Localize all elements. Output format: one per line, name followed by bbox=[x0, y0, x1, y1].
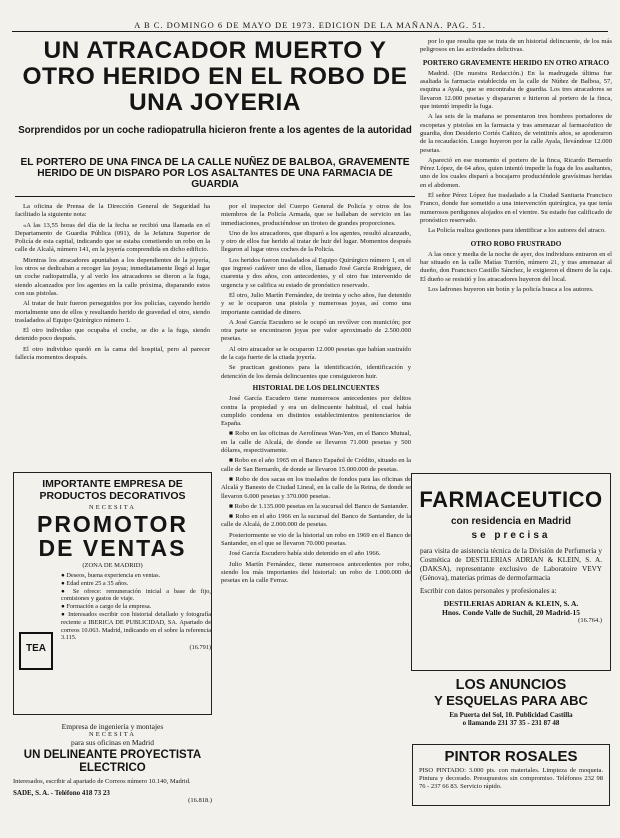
page-header: A B C. DOMINGO 6 DE MAYO DE 1973. EDICION DE LA MAÑANA. PAG. 51. bbox=[134, 20, 486, 30]
paragraph: Julio Martín Fernández, tiene numerosos antecedentes por robo, siendo los más importantes del historial: un robo de 1.000.000 de pesetas en la calle Ferraz. bbox=[221, 560, 411, 585]
ad-title-line2: DE VENTAS bbox=[38, 535, 187, 561]
paragraph: La Policía realiza gestiones para identificar a los autores del atraco. bbox=[428, 227, 606, 235]
ad2-line1: Empresa de ingeniería y montajes bbox=[61, 722, 164, 731]
article-col3 bbox=[420, 38, 612, 458]
ad-pintor-rosales bbox=[412, 744, 610, 806]
deck: Sorprendidos por un coche radiopatrulla hicieron frente a los agentes de la autoridad bbox=[18, 125, 412, 136]
paragraph: Mientras los atracadores apuntaban a los dependientes de la joyería, los otros se dedicaban a recoger las joyas; inmediatamente llegó al lugar un coche radiopatrulla, y al verlo los atracadores se dieron a la fuga, siendo alcanzados por los agentes en la calle próxima, disparando estos con sus pistolas. bbox=[15, 256, 210, 297]
ad-necesita: NECESITA bbox=[89, 504, 136, 511]
subdeck: EL PORTERO DE UNA FINCA DE LA CALLE NUÑEZ DE BALBOA, GRAVEMENTE HERIDO DE UN DISPARO POR LOS ASALTANTES DE UNA FARMACIA DE GUARDIA bbox=[20, 157, 410, 190]
ad-bullet: ● Edad entre 25 a 35 años. bbox=[61, 579, 129, 587]
paragraph: Posteriormente se vio de la historial un robo en 1969 en el Banco de Santander, en el que se llevaron 70.000 pesetas. bbox=[221, 531, 411, 547]
anuncios-body1: En Puerta del Sol, 10. Publicidad Castilla bbox=[449, 711, 573, 719]
ad2-title: UN DELINEANTE PROYECTISTA ELECTRICO bbox=[23, 749, 202, 774]
paragraph: A las seis de la mañana se presentaron tres hombres portadores de escopetas y pistolas en la farmacia y tras amenazar al farmacéutico de guardia, don Desiderio Cortés Cañizo, de veintitrés años, se apoderaron de la recaudación. Luego huyeron por la calle Ayala, llevándose 12.000 pesetas. bbox=[420, 113, 612, 154]
historial-title: HISTORIAL DE LOS DELINCUENTES bbox=[252, 383, 380, 392]
farm-company: DESTILERIAS ADRIAN & KLEIN, S. A. bbox=[443, 599, 579, 608]
ad-promotor-ventas bbox=[13, 472, 212, 715]
paragraph: ■ Robo de 1.135.000 pesetas en la sucursal del Banco de Santander. bbox=[229, 502, 409, 510]
paragraph: El otro individuo quedó en la cama del hospital, pero al parecer fallecía momentos después. bbox=[15, 345, 210, 362]
ad-bullet: ● Se ofrece: remuneración inicial a base de fijo, comisiones y gastos de viaje. bbox=[61, 587, 211, 603]
ad2-necesita: NECESITA bbox=[89, 731, 136, 738]
main-headline: UN ATRACADOR MUERTO Y OTRO HERIDO EN EL ROBO DE UNA JOYERIA bbox=[22, 37, 408, 116]
paragraph: Madrid. (De nuestra Redacción.) En la madrugada última fue asaltada la farmacia establecida en la calle de Núñez de Balboa, 57, esquina a Ayala, que se encontraba de guardia. Los tres atracadores se llevaron 12.000 pesetas y dispararon e hirieron al portero de la finca, que intentó impedir la fuga. bbox=[420, 69, 612, 111]
farm-ref: (16.764.) bbox=[578, 617, 602, 624]
pintor-title: PINTOR ROSALES bbox=[444, 748, 578, 765]
anuncios-title1: LOS ANUNCIOS bbox=[455, 677, 567, 693]
ad-delineante bbox=[13, 722, 212, 834]
ad-bullet: ● Formación a cargo de la empresa. bbox=[61, 603, 152, 611]
paragraph: El otro individuo que ocupaba el coche, se dio a la fuga, siendo detenido poco después. bbox=[15, 327, 210, 343]
paragraph: Los heridos fueron trasladados al Equipo Quirúrgico número 1, en el que ingresó cadáver uno de ellos, llamado José García Rodríguez, de cuarenta y dos años, con antecedentes, y el otro fue intervenido de urgencia y se califica su estado de pronóstico reservado. bbox=[221, 256, 411, 289]
paragraph: ■ Robo de dos sacas en los traslados de fondos para las oficinas de Alcalá y Banesto de Ciudad Lineal, en la calle de la Reina, de donde se llevaron 6.000 pesetas y 370.000 pesetas. bbox=[221, 475, 411, 500]
paragraph: El otro, Julio Martín Fernández, de treinta y ocho años, fue detenido y se le ocuparon una pistola y numerosas joyas, así como una importante cantidad de dinero. bbox=[221, 291, 411, 316]
ad-bullet: ● Interesados escribir con historial detallado y fotografía reciente a IBERICA DE PUBLICIDAD, SA. Apartado de correos 10.063. Madrid, indicando en el sobre la referencia 3.115. bbox=[61, 610, 211, 642]
ad2-body: Interesados, escribir al apartado de Correos número 10.140, Madrid. bbox=[13, 778, 191, 785]
paragraph: Uno de los atracadores, que disparó a los agentes, resultó alcanzado, y otro de ellos fue herido al tratar de huir del lugar. Momentos después llegaron al lugar otros coches de la Policía. bbox=[221, 229, 411, 254]
ad-kicker: IMPORTANTE EMPRESA DE PRODUCTOS DECORATIVOS bbox=[39, 478, 186, 502]
ad-ref: (16.791) bbox=[189, 644, 211, 652]
farm-subtitle: con residencia en Madrid bbox=[450, 516, 572, 527]
ad-zone: (ZONA DE MADRID) bbox=[82, 562, 143, 569]
paragraph: por el inspector del Cuerpo General de Policía y otros de los miembros de la Policía Armada, que se hallaban de servicio en las inmediaciones, produciéndose un tiroteo de grandes proporciones. bbox=[221, 203, 411, 227]
paragraph: Al otro atracador se le ocuparon 12.000 pesetas que habían sustraído de la caja fuerte de la citada joyería. bbox=[221, 345, 411, 362]
ad2-line2: para sus oficinas en Madrid bbox=[71, 738, 154, 747]
farm-precisa: se precisa bbox=[471, 530, 551, 541]
paragraph: A José García Escudero se le ocupó un revólver con munición; por otra parte se encontraron joyas por valor aproximado de 2.500.000 pesetas. bbox=[221, 318, 411, 343]
subdeck-rule bbox=[15, 196, 415, 197]
anuncios-title2: Y ESQUELAS PARA ABC bbox=[434, 693, 588, 708]
paragraph: ■ Robo en el año 1965 en el Banco Español de Crédito, situado en la calle de San Bernardo, de donde se llevaron 15.000.000 de pesetas. bbox=[221, 457, 411, 473]
ad-farmaceutico bbox=[411, 473, 611, 671]
article-col1 bbox=[15, 203, 210, 464]
ad2-contact: SADE, S. A. - Teléfono 418 73 23 bbox=[13, 789, 110, 797]
ad-title-line1: PROMOTOR bbox=[36, 511, 189, 537]
paragraph: Se practican gestiones para la identificación, identificación y detención de los demás delincuentes que consiguieron huir. bbox=[221, 364, 411, 380]
paragraph: Apareció en ese momento el portero de la finca, Ricardo Bernardo Pérez López, de 64 años, quien intentó impedir la fuga de los asaltantes, uno de los cuales disparó a bocajarro produciéndole gravísimas heridas en el abdomen. bbox=[420, 156, 612, 189]
ad-anuncios-abc bbox=[413, 677, 609, 739]
farm-write: Escribir con datos personales y profesionales a: bbox=[420, 587, 557, 595]
pintor-body: PISO PINTADO: 3.000 pts. con materiales. Limpieza de moqueta. Pintura y decorado. Presupuestos sin compromiso. Teléfonos 232 98 76 - 237 66 83. Servicio rápido. bbox=[419, 767, 603, 790]
anuncios-body2: o llamando 231 37 35 - 231 87 48 bbox=[462, 719, 560, 727]
ad-bullet: ● Deseos, buena experiencia en ventas. bbox=[61, 572, 161, 579]
farm-title: FARMACEUTICO bbox=[419, 487, 603, 512]
header-rule bbox=[12, 31, 608, 32]
paragraph: Los ladrones huyeron sin botín y la policía busca a los autores. bbox=[428, 286, 594, 294]
tea-logo: TEA bbox=[19, 632, 53, 670]
portero-title: PORTERO GRAVEMENTE HERIDO EN OTRO ATRACO bbox=[422, 58, 610, 67]
paragraph: ■ Robo en las oficinas de Aerolíneas Wan-Yen, en el Banco Mutual, en la calle de Alcalá, de donde se llevaron 71.000 pesetas y 500 dólares, respectivamente. bbox=[221, 430, 411, 455]
paragraph: Al tratar de huir fueron perseguidos por los policías, cayendo herido mortalmente uno de ellos y resultando herido de gravedad el otro, siendo trasladados al Equipo Quirúrgico número 1. bbox=[15, 300, 210, 324]
paragraph: A las once y media de la noche de ayer, dos individuos entraron en el bar situado en la calle Matías Turrión, número 21, y tras amenazar al dueño, don Francisco Castillo Sánchez, le exigieron el dinero de la caja. El dueño se resistió y los atracadores huyeron del local. bbox=[420, 250, 612, 283]
article-col2 bbox=[221, 203, 411, 833]
paragraph: «A las 13,55 horas del día de la fecha se recibió una llamada en el Departamento de Guardia Pública (091), de la Jefatura Superior de Policía de esta capital, indicando que se estaba cometiendo un robo en la calle de Alcalá, número 141, en la joyería comprendida en dicho edificio. bbox=[15, 221, 210, 254]
ad2-ref: (16.818.) bbox=[188, 797, 212, 804]
paragraph: por lo que resulta que se trata de un historial delincuente, de los más peligrosos en las actividades delictivas. bbox=[420, 38, 612, 54]
paragraph: José García Escudero tiene numerosos antecedentes por delitos contra la propiedad y era un delincuente habitual, el cual había cumplido condena en distintos establecimientos penitenciarios de España. bbox=[221, 395, 411, 428]
otro-robo-title: OTRO ROBO FRUSTRADO bbox=[470, 239, 562, 248]
paragraph: José García Escudero había sido detenido en el año 1966. bbox=[229, 550, 381, 558]
paragraph: El señor Pérez López fue trasladado a la Ciudad Sanitaria Francisco Franco, donde fue sometido a una intervención quirúrgica, ya que tenía numerosos perdigones alojados en el vientre. Su estado fue calificado de pronóstico reservado. bbox=[420, 192, 612, 224]
farm-address: Hnos. Conde Valle de Suchil, 20 Madrid-15 bbox=[442, 608, 580, 617]
paragraph: La oficina de Prensa de la Dirección General de Seguridad ha facilitado la siguiente nota: bbox=[15, 203, 210, 219]
farm-body: para visita de asistencia técnica de la División de Perfumería y Cosmética de DESTILERIAS ADRIAN & KLEIN, S. A. (DAKSA), representante exclusivo de Laboratoire VEVY (Génova), materias primas de dermofarmacia bbox=[420, 547, 602, 582]
paragraph: ■ Robo en el año 1966 en la sucursal del Banco de Santander, de la calle de Alcalá, de 2.000.000 de pesetas. bbox=[221, 513, 411, 529]
